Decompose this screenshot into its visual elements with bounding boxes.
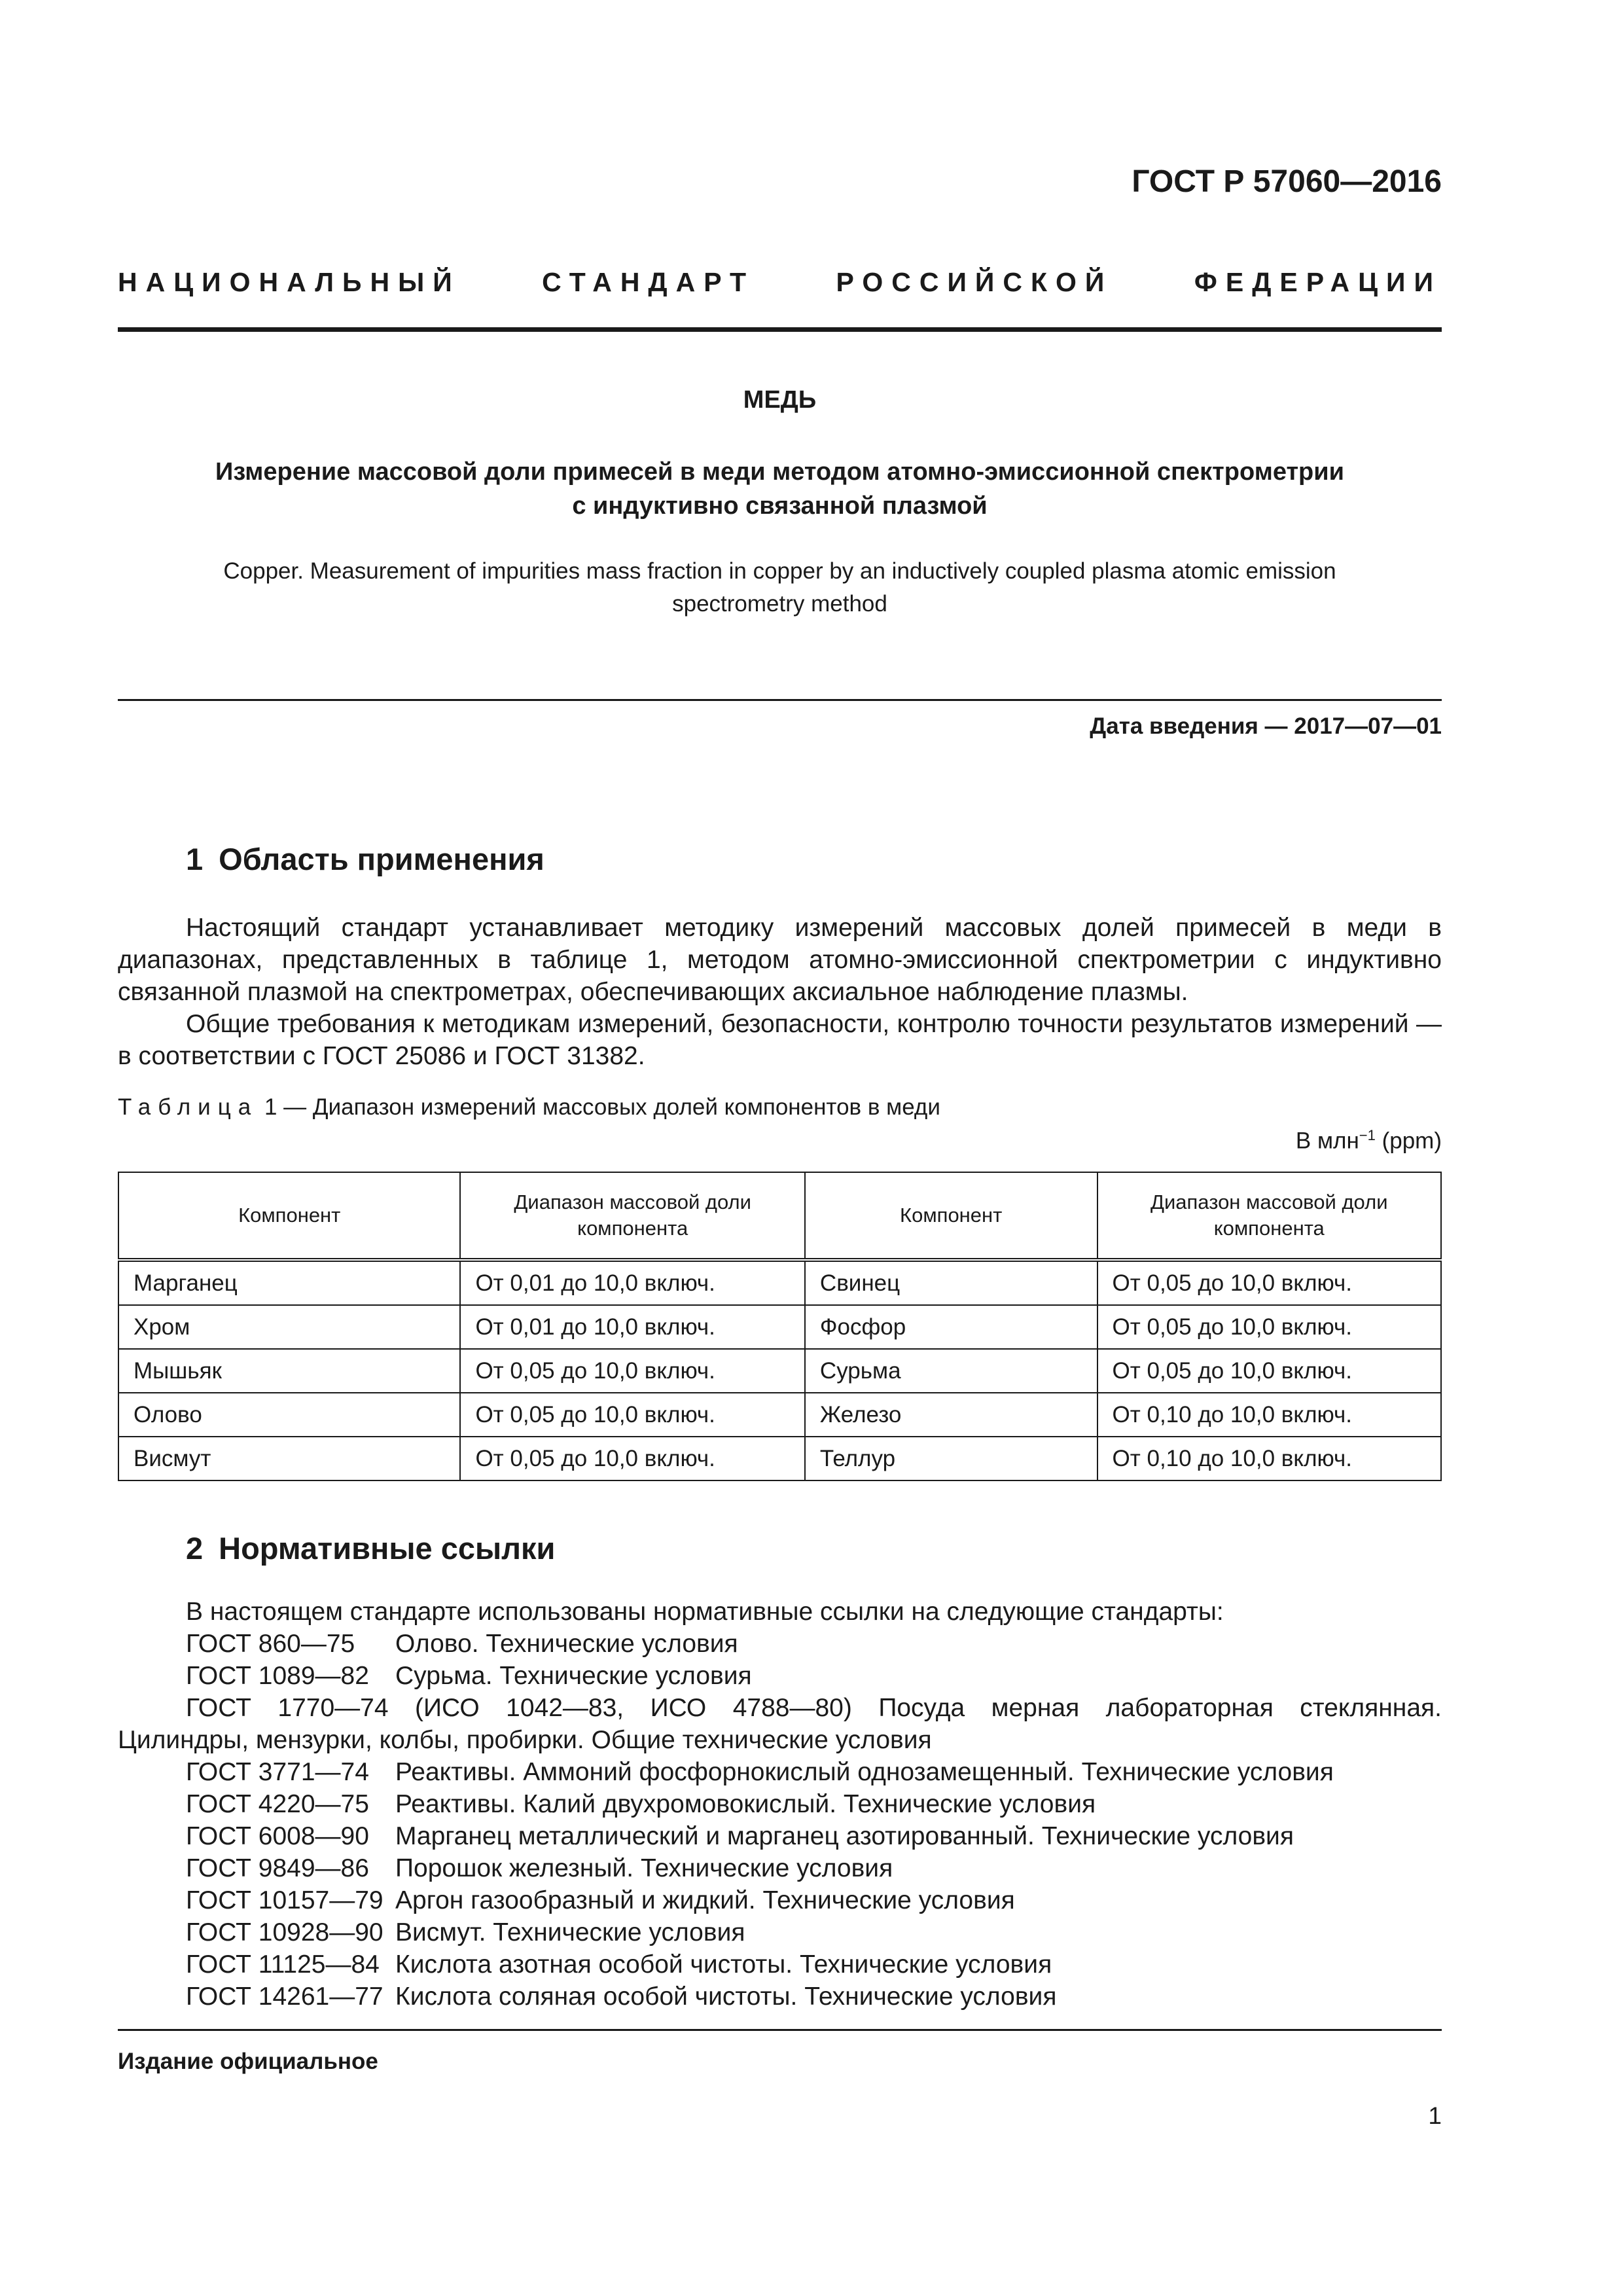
section-1-heading	[186, 841, 544, 877]
reference-code: ГОСТ 4220—75	[186, 1790, 369, 1818]
reference-code: ГОСТ 10157—79	[186, 1886, 383, 1914]
column-header: Диапазон массовой доли компонента	[1097, 1172, 1442, 1260]
reference-item	[118, 1660, 1442, 1692]
reference-item	[118, 1788, 1442, 1820]
reference-code: ГОСТ 10928—90	[186, 1918, 383, 1946]
subtitle-line: с индуктивно связанной плазмой	[572, 492, 988, 520]
english-title-line: Copper. Measurement of impurities mass fraction in copper by an inductively coupled plasma atomic emission	[223, 558, 1336, 584]
references-intro: В настоящем стандарте использованы нормативные ссылки на следующие стандарты:	[186, 1598, 1224, 1626]
table-row	[118, 1260, 1441, 1305]
reference-item	[118, 1884, 1442, 1916]
paragraph: Настоящий стандарт устанавливает методику измерений массовых долей примесей в меди в диапазонах, представленных в таблице 1, методом атомно-эмиссионной спектрометрии с индуктивно связанной плазмой на спектрометрах, обеспечивающих аксиальное наблюдение плазмы.	[118, 914, 1442, 1006]
reference-title: Марганец металлический и марганец азотированный. Технические условия	[395, 1822, 1294, 1850]
section-number: 1	[186, 842, 204, 876]
table-cell: Свинец	[805, 1260, 1097, 1305]
table-caption-text: 1 — Диапазон измерений массовых долей компонентов в меди	[264, 1094, 940, 1120]
reference-code: ГОСТ 3771—74	[186, 1758, 369, 1786]
reference-code: ГОСТ 9849—86	[186, 1854, 369, 1882]
reference-title: Висмут. Технические условия	[395, 1918, 745, 1946]
banner-word: СТАНДАРТ	[542, 267, 755, 297]
section-2-heading	[186, 1530, 555, 1566]
table-cell: От 0,05 до 10,0 включ.	[460, 1349, 804, 1393]
table-cell: От 0,01 до 10,0 включ.	[460, 1305, 804, 1349]
normative-references-list	[118, 1596, 1442, 2013]
table-cell: Теллур	[805, 1437, 1097, 1480]
english-title	[118, 555, 1442, 620]
reference-item	[118, 1628, 1442, 1660]
introduction-date: Дата введения — 2017—07—01	[1090, 713, 1442, 739]
table-cell: От 0,05 до 10,0 включ.	[460, 1437, 804, 1480]
table-row	[118, 1437, 1441, 1480]
table-header-row	[118, 1172, 1441, 1260]
column-header: Компонент	[805, 1172, 1097, 1260]
reference-title: Аргон газообразный и жидкий. Технические условия	[395, 1886, 1015, 1914]
table-cell: От 0,10 до 10,0 включ.	[1097, 1393, 1442, 1437]
table-cell: От 0,05 до 10,0 включ.	[1097, 1305, 1442, 1349]
national-standard-banner	[118, 267, 1442, 298]
units-exponent: −1	[1359, 1127, 1376, 1143]
footer-divider	[118, 2029, 1442, 2031]
units-suffix: (ppm)	[1375, 1128, 1442, 1154]
table-caption	[118, 1094, 940, 1121]
table-cell: От 0,05 до 10,0 включ.	[1097, 1349, 1442, 1393]
reference-item	[118, 1916, 1442, 1948]
document-subtitle	[118, 455, 1442, 523]
reference-code: ГОСТ 14261—77	[186, 1982, 383, 2011]
reference-title: Олово. Технические условия	[395, 1630, 738, 1658]
reference-item	[118, 1948, 1442, 1981]
table-cell: Железо	[805, 1393, 1097, 1437]
reference-title: Кислота азотная особой чистоты. Технические условия	[395, 1950, 1052, 1979]
reference-code: ГОСТ 11125—84	[186, 1950, 380, 1979]
table-cell: Марганец	[118, 1260, 460, 1305]
reference-code: ГОСТ 6008—90	[186, 1822, 369, 1850]
column-header: Компонент	[118, 1172, 460, 1260]
table-cell: Висмут	[118, 1437, 460, 1480]
english-title-line: spectrometry method	[672, 591, 887, 617]
banner-word: НАЦИОНАЛЬНЫЙ	[118, 267, 461, 297]
banner-word: РОССИЙСКОЙ	[836, 267, 1113, 297]
table-cell: От 0,05 до 10,0 включ.	[460, 1393, 804, 1437]
table-cell: От 0,05 до 10,0 включ.	[1097, 1260, 1442, 1305]
reference-title: Реактивы. Калий двухромовокислый. Технические условия	[395, 1790, 1096, 1818]
reference-item-line: ГОСТ 1770—74 (ИСО 1042—83, ИСО 4788—80) Посуда мерная лабораторная стеклянная.	[186, 1694, 1442, 1722]
document-designation: ГОСТ Р 57060—2016	[1132, 164, 1442, 199]
section-title: Нормативные ссылки	[219, 1531, 556, 1566]
reference-item	[118, 1981, 1442, 2013]
reference-item	[118, 1820, 1442, 1852]
banner-word: ФЕДЕРАЦИИ	[1194, 267, 1442, 297]
section-1-body	[118, 912, 1442, 1072]
reference-item	[118, 1852, 1442, 1884]
table-cell: От 0,01 до 10,0 включ.	[460, 1260, 804, 1305]
table-cell: Мышьяк	[118, 1349, 460, 1393]
table-cell: Олово	[118, 1393, 460, 1437]
subtitle-line: Измерение массовой доли примесей в меди методом атомно-эмиссионной спектрометрии	[215, 458, 1344, 486]
paragraph: Общие требования к методикам измерений, безопасности, контролю точности результатов измерений — в соответствии с ГОСТ 25086 и ГОСТ 31382.	[118, 1010, 1442, 1070]
table-cell: Фосфор	[805, 1305, 1097, 1349]
reference-item-continuation: Цилиндры, мензурки, колбы, пробирки. Общие технические условия	[118, 1726, 932, 1754]
table-cell: Сурьма	[805, 1349, 1097, 1393]
reference-code: ГОСТ 1089—82	[186, 1662, 369, 1690]
table-units	[1296, 1127, 1442, 1155]
reference-title: Порошок железный. Технические условия	[395, 1854, 893, 1882]
units-prefix: В млн	[1295, 1128, 1359, 1154]
column-header: Диапазон массовой доли компонента	[460, 1172, 804, 1260]
reference-title: Реактивы. Аммоний фосфорнокислый однозамещенный. Технические условия	[395, 1758, 1334, 1786]
table-row	[118, 1305, 1441, 1349]
section-title: Область применения	[219, 842, 544, 876]
header-divider	[118, 327, 1442, 332]
table-caption-word: Таблица	[118, 1094, 259, 1120]
reference-title: Кислота соляная особой чистоты. Технические условия	[395, 1982, 1057, 2011]
table-row	[118, 1349, 1441, 1393]
table-cell: Хром	[118, 1305, 460, 1349]
reference-code: ГОСТ 860—75	[186, 1630, 355, 1658]
reference-item	[118, 1756, 1442, 1788]
title-divider	[118, 699, 1442, 701]
official-edition-label: Издание официальное	[118, 2049, 378, 2074]
measurement-range-table	[118, 1172, 1442, 1481]
page-number: 1	[1428, 2102, 1442, 2129]
reference-title: Сурьма. Технические условия	[395, 1662, 752, 1690]
table-cell: От 0,10 до 10,0 включ.	[1097, 1437, 1442, 1480]
section-number: 2	[186, 1531, 204, 1566]
table-row	[118, 1393, 1441, 1437]
document-title: МЕДЬ	[743, 386, 817, 414]
